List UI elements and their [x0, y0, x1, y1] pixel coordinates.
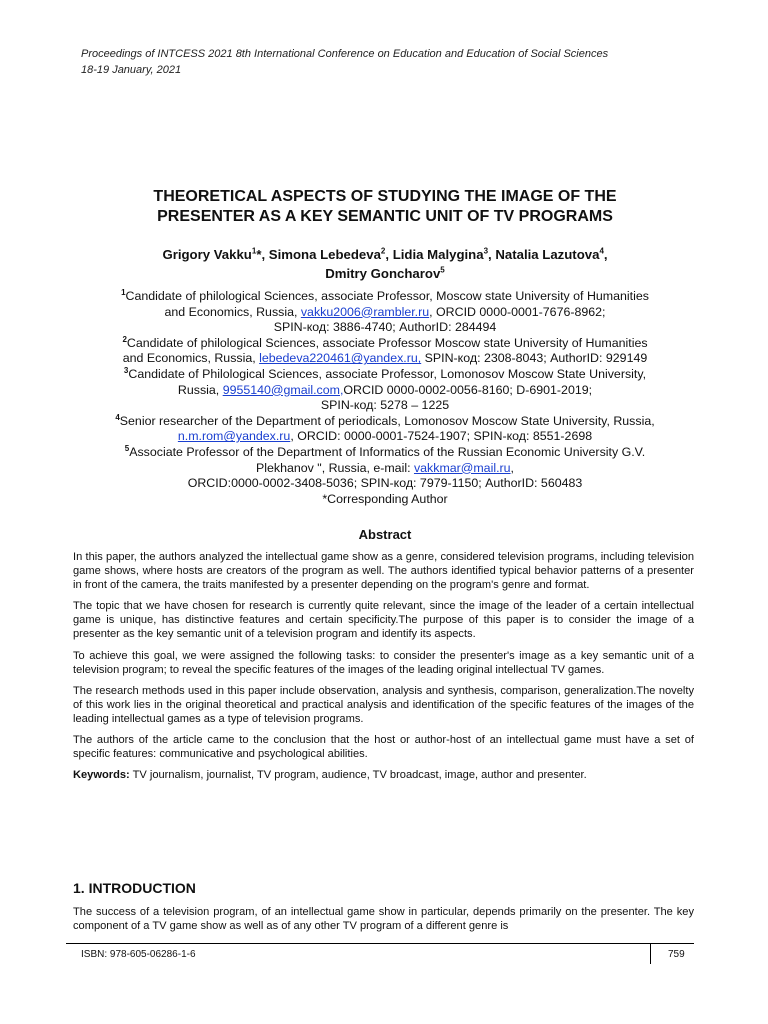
affiliation-text: Associate Professor of the Department of Informatics of the Russian Economic University G.V. [129, 444, 646, 459]
author-list-line2 [60, 264, 710, 284]
affiliation-mark: 5 [124, 443, 130, 453]
affiliation-5 [60, 445, 710, 461]
affiliations [60, 289, 710, 507]
proceedings-header [81, 46, 608, 78]
author-separator: , [385, 247, 393, 262]
paper-title-line2: PRESENTER AS A KEY SEMANTIC UNIT OF TV PROGRAMS [157, 208, 613, 225]
affiliation-mark: 1 [121, 287, 126, 297]
affiliation-5-line2 [60, 461, 710, 477]
affiliation-text: , [510, 460, 514, 475]
author-list-line1 [60, 245, 710, 265]
abstract-paragraph: The authors of the article came to the conclusion that the host or author-host of an intellectual game must have a set of specific features: communicative and psychological abilities. [73, 734, 694, 761]
keywords-list: TV journalism, journalist, TV program, audience, TV broadcast, image, author and presenter. [129, 769, 587, 782]
isbn: ISBN: 978-605-06286-1-6 [81, 949, 196, 960]
affiliation-text: Candidate of Philological Sciences, associate Professor, Lomonosov Moscow State University, [128, 366, 647, 381]
section-heading-introduction: 1. INTRODUCTION [73, 880, 196, 896]
affiliation-1 [60, 289, 710, 305]
author-separator: , [603, 247, 608, 262]
abstract-paragraph: To achieve this goal, we were assigned the following tasks: to consider the presenter's image as a key semantic unit of a television program; to reveal the specific features of the images of the leading original intellectual TV games. [73, 649, 694, 676]
abstract-body [73, 550, 694, 789]
affiliation-5-line3: ORCID:0000-0002-3408-5036; SPIN-код: 7979-1150; AuthorID: 560483 [187, 476, 583, 491]
introduction-text: The success of a television program, of an intellectual game show in particular, depends primarily on the presenter. The key component of a TV game show as well as of any other TV program of a different genre is [73, 906, 694, 933]
keywords [73, 768, 694, 782]
proceedings-title: Proceedings of INTCESS 2021 8th International Conference on Education and Education of Social Sciences [81, 48, 609, 60]
author-list [60, 245, 710, 284]
author-mark: 3 [483, 246, 489, 256]
proceedings-dates: 18-19 January, 2021 [81, 64, 182, 76]
page-number: 759 [668, 949, 685, 960]
paper-title-line1: THEORETICAL ASPECTS OF STUDYING THE IMAGE OF THE [153, 188, 617, 205]
abstract-paragraph: The research methods used in this paper include observation, analysis and synthesis, comparison, generalization.The novelty of this work lies in the original theoretical and practical analysis and identification of the specific features of the images of the leading intellectual games as a type of television programs. [73, 684, 694, 725]
affiliation-text: Candidate of philological Sciences, associate Professor Moscow state University of Humanities [126, 335, 648, 350]
author-name: Lidia Malygina [392, 247, 484, 262]
author-mark: 4 [599, 246, 604, 256]
affiliation-mark: 4 [115, 412, 120, 422]
affiliation-4 [60, 414, 710, 430]
affiliation-mark: 2 [122, 334, 127, 344]
footer-rule [66, 943, 694, 944]
author-mark: 2 [380, 246, 386, 256]
author-name: Dmitry Goncharov [325, 266, 441, 281]
affiliation-4-line2 [60, 429, 710, 445]
paper-title [60, 187, 710, 227]
email-link[interactable]: 9955140@gmail.com, [222, 382, 344, 397]
affiliation-1-line3: SPIN-код: 3886-4740; AuthorID: 284494 [273, 320, 497, 335]
keywords-label: Keywords: [73, 769, 130, 782]
author-mark: 1 [251, 246, 257, 256]
abstract-paragraph: In this paper, the authors analyzed the intellectual game show as a genre, considered television programs, including television game shows, where hosts are creators of the program as well. The authors identified typical behavior patterns of a presenter in front of the camera, the traits manifested by a presenter depending on the program's genre and format. [73, 551, 694, 592]
affiliation-text: Candidate of philological Sciences, associate Professor, Moscow state University of Humanities [125, 289, 649, 303]
email-link[interactable]: n.m.rom@yandex.ru [177, 429, 291, 444]
affiliation-text: Russia, [177, 382, 223, 397]
author-mark: 5 [440, 265, 445, 275]
affiliation-2-line2 [60, 351, 710, 367]
email-link[interactable]: vakkmar@mail.ru [413, 460, 511, 475]
affiliation-2 [60, 336, 710, 352]
corresponding-star: *, [256, 247, 269, 262]
affiliation-text: Senior researcher of the Department of periodicals, Lomonosov Moscow State University, Russia, [119, 413, 655, 428]
affiliation-3-line3: SPIN-код: 5278 – 1225 [320, 398, 450, 413]
affiliation-1-line2 [60, 305, 710, 321]
affiliation-text: and Economics, Russia, [164, 304, 301, 319]
author-name: Natalia Lazutova [495, 247, 600, 262]
affiliation-mark: 3 [123, 365, 129, 375]
affiliation-3 [60, 367, 710, 383]
author-separator: , [488, 247, 496, 262]
email-link[interactable]: lebedeva220461@yandex.ru, [259, 351, 422, 366]
abstract-paragraph: The topic that we have chosen for research is currently quite relevant, since the image of the leader of a certain intellectual game is unique, has distinctive features and certain specificity.The purpose of this paper is to consider the image of a presenter as the key semantic unit of a television program and identify its aspects. [73, 600, 694, 641]
affiliation-text: ORCID 0000-0002-0056-8160; D-6901-2019; [343, 382, 593, 397]
email-link[interactable]: vakku2006@rambler.ru [300, 304, 430, 319]
author-name: Grigory Vakku [162, 247, 252, 262]
affiliation-text: SPIN-код: 2308-8043; AuthorID: 929149 [421, 351, 648, 366]
author-name: Simona Lebedeva [268, 247, 381, 262]
affiliation-text: Plekhanov ", Russia, e-mail: [256, 460, 414, 475]
affiliation-3-line2 [60, 383, 710, 399]
affiliation-text: and Economics, Russia, [122, 351, 260, 366]
affiliation-text: , ORCID 0000-0001-7676-8962; [429, 304, 606, 319]
footer-separator [650, 943, 651, 964]
corresponding-author-note: *Corresponding Author [322, 491, 448, 506]
abstract-heading: Abstract [358, 527, 412, 542]
affiliation-text: , ORCID: 0000-0001-7524-1907; SPIN-код: 8551-2698 [290, 429, 593, 444]
